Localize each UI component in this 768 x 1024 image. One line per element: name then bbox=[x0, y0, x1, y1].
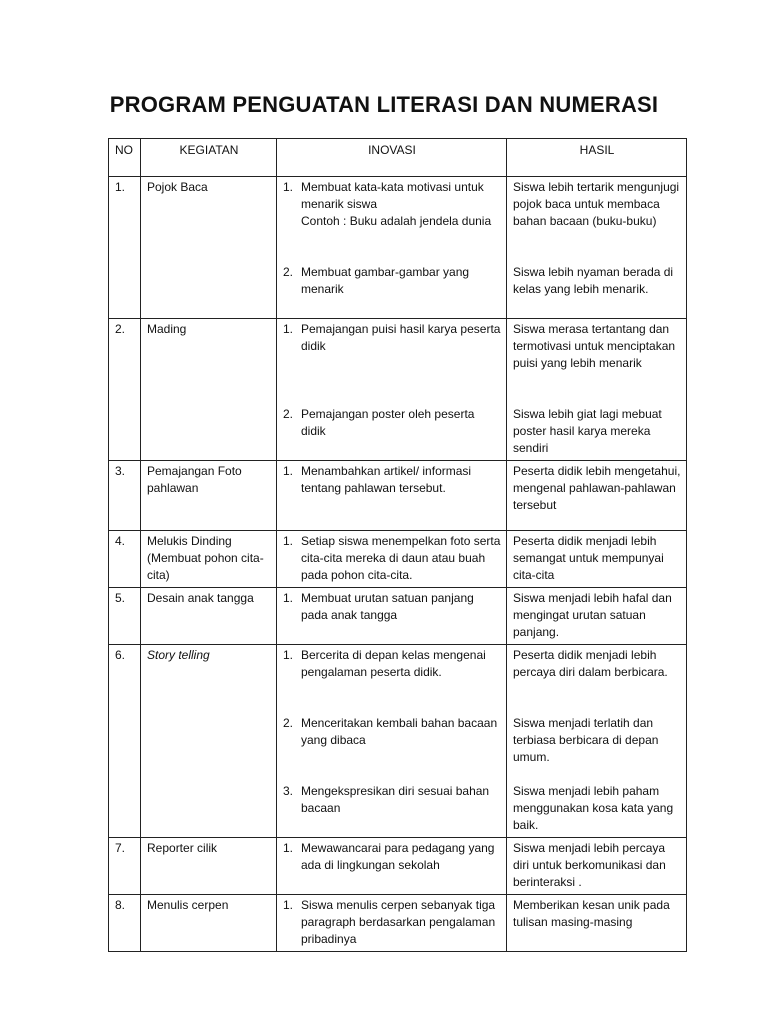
inovasi-item-text: Bercerita di depan kelas mengenai pengalaman peserta didik. bbox=[301, 648, 486, 679]
inovasi-item-number: 1. bbox=[283, 591, 294, 605]
inovasi-item-text: Pemajangan poster oleh peserta didik bbox=[301, 407, 475, 438]
inovasi-item bbox=[283, 590, 501, 624]
inovasi-item bbox=[283, 179, 501, 230]
hasil-item: Siswa lebih tertarik mengunjugi pojok baca untuk membaca bahan bacaan (buku-buku) bbox=[513, 180, 680, 228]
inovasi-item bbox=[283, 715, 501, 749]
cell-hasil bbox=[507, 531, 687, 588]
inovasi-item-number: 1. bbox=[283, 180, 294, 194]
hasil-item: Siswa merasa tertantang dan termotivasi untuk menciptakan puisi yang lebih menarik bbox=[513, 322, 676, 370]
header-kegiatan: KEGIATAN bbox=[141, 139, 277, 177]
cell-kegiatan: Pojok Baca bbox=[141, 177, 277, 319]
inovasi-item-number: 2. bbox=[283, 265, 294, 279]
cell-inovasi bbox=[277, 645, 507, 838]
header-hasil: HASIL bbox=[507, 139, 687, 177]
table-row bbox=[109, 588, 687, 645]
hasil-item: Siswa lebih giat lagi mebuat poster hasil karya mereka sendiri bbox=[513, 407, 662, 455]
cell-hasil bbox=[507, 461, 687, 531]
cell-kegiatan: Reporter cilik bbox=[141, 838, 277, 895]
inovasi-item bbox=[283, 783, 501, 817]
cell-no: 1. bbox=[109, 177, 141, 319]
cell-hasil bbox=[507, 645, 687, 838]
inovasi-item bbox=[283, 840, 501, 874]
inovasi-item bbox=[283, 533, 501, 584]
inovasi-item bbox=[283, 463, 501, 497]
cell-hasil bbox=[507, 177, 687, 319]
inovasi-item-text: Membuat gambar-gambar yang menarik bbox=[301, 265, 470, 296]
table-row bbox=[109, 531, 687, 588]
inovasi-item bbox=[283, 647, 501, 681]
inovasi-item bbox=[283, 897, 501, 948]
cell-no: 8. bbox=[109, 895, 141, 952]
cell-hasil bbox=[507, 319, 687, 461]
page-title: PROGRAM PENGUATAN LITERASI DAN NUMERASI bbox=[109, 92, 659, 117]
inovasi-item-number: 1. bbox=[283, 898, 294, 912]
cell-hasil bbox=[507, 838, 687, 895]
hasil-item: Peserta didik menjadi lebih semangat untuk mempunyai cita-cita bbox=[513, 534, 664, 582]
inovasi-item-text: Siswa menulis cerpen sebanyak tiga paragraph berdasarkan pengalaman pribadinya bbox=[301, 898, 496, 946]
cell-inovasi bbox=[277, 531, 507, 588]
inovasi-item-text: Pemajangan puisi hasil karya peserta didik bbox=[301, 322, 501, 353]
cell-kegiatan: Mading bbox=[141, 319, 277, 461]
cell-no: 3. bbox=[109, 461, 141, 531]
inovasi-item-text: Membuat urutan satuan panjang pada anak tangga bbox=[301, 591, 474, 622]
cell-inovasi bbox=[277, 177, 507, 319]
hasil-item: Peserta didik lebih mengetahui, mengenal pahlawan-pahlawan tersebut bbox=[513, 464, 681, 512]
cell-no: 7. bbox=[109, 838, 141, 895]
inovasi-item-text: Membuat kata-kata motivasi untuk menarik siswa Contoh : Buku adalah jendela dunia bbox=[301, 180, 492, 228]
header-inovasi: INOVASI bbox=[277, 139, 507, 177]
cell-no: 4. bbox=[109, 531, 141, 588]
inovasi-item bbox=[283, 264, 501, 298]
inovasi-item bbox=[283, 321, 501, 355]
cell-hasil bbox=[507, 895, 687, 952]
cell-no: 5. bbox=[109, 588, 141, 645]
inovasi-item-number: 1. bbox=[283, 464, 294, 478]
cell-no: 6. bbox=[109, 645, 141, 838]
table-row bbox=[109, 895, 687, 952]
table-header-row bbox=[109, 139, 687, 177]
cell-inovasi bbox=[277, 588, 507, 645]
table-row bbox=[109, 461, 687, 531]
inovasi-item-text: Mewawancarai para pedagang yang ada di lingkungan sekolah bbox=[301, 841, 495, 872]
inovasi-item bbox=[283, 406, 501, 440]
cell-inovasi bbox=[277, 461, 507, 531]
inovasi-item-text: Setiap siswa menempelkan foto serta cita-cita mereka di daun atau buah pada pohon cita-cita. bbox=[301, 534, 501, 582]
inovasi-item-number: 1. bbox=[283, 534, 294, 548]
hasil-item: Siswa menjadi lebih hafal dan mengingat urutan satuan panjang. bbox=[513, 591, 672, 639]
cell-kegiatan: Desain anak tangga bbox=[141, 588, 277, 645]
program-table bbox=[108, 138, 687, 952]
cell-kegiatan: Pemajangan Foto pahlawan bbox=[141, 461, 277, 531]
inovasi-item-text: Menambahkan artikel/ informasi tentang pahlawan tersebut. bbox=[301, 464, 472, 495]
table-row bbox=[109, 645, 687, 838]
hasil-item: Peserta didik menjadi lebih percaya diri dalam berbicara. bbox=[513, 648, 668, 679]
table-row bbox=[109, 177, 687, 319]
cell-inovasi bbox=[277, 895, 507, 952]
hasil-item: Siswa menjadi terlatih dan terbiasa berbicara di depan umum. bbox=[513, 716, 659, 764]
hasil-item: Memberikan kesan unik pada tulisan masing-masing bbox=[513, 898, 670, 929]
table-row bbox=[109, 319, 687, 461]
inovasi-item-text: Menceritakan kembali bahan bacaan yang dibaca bbox=[301, 716, 498, 747]
header-no: NO bbox=[109, 139, 141, 177]
hasil-item: Siswa lebih nyaman berada di kelas yang lebih menarik. bbox=[513, 265, 674, 296]
inovasi-item-number: 1. bbox=[283, 841, 294, 855]
inovasi-item-number: 1. bbox=[283, 322, 294, 336]
cell-inovasi bbox=[277, 838, 507, 895]
cell-inovasi bbox=[277, 319, 507, 461]
table-row bbox=[109, 838, 687, 895]
cell-kegiatan: Story telling bbox=[141, 645, 277, 838]
cell-hasil bbox=[507, 588, 687, 645]
cell-no: 2. bbox=[109, 319, 141, 461]
inovasi-item-number: 3. bbox=[283, 784, 294, 798]
inovasi-item-number: 2. bbox=[283, 407, 294, 421]
cell-kegiatan: Menulis cerpen bbox=[141, 895, 277, 952]
hasil-item: Siswa menjadi lebih percaya diri untuk berkomunikasi dan berinteraksi . bbox=[513, 841, 666, 889]
cell-kegiatan: Melukis Dinding (Membuat pohon cita-cita) bbox=[141, 531, 277, 588]
inovasi-item-text: Mengekspresikan diri sesuai bahan bacaan bbox=[301, 784, 490, 815]
hasil-item: Siswa menjadi lebih paham menggunakan kosa kata yang baik. bbox=[513, 784, 674, 832]
inovasi-item-number: 2. bbox=[283, 716, 294, 730]
inovasi-item-number: 1. bbox=[283, 648, 294, 662]
